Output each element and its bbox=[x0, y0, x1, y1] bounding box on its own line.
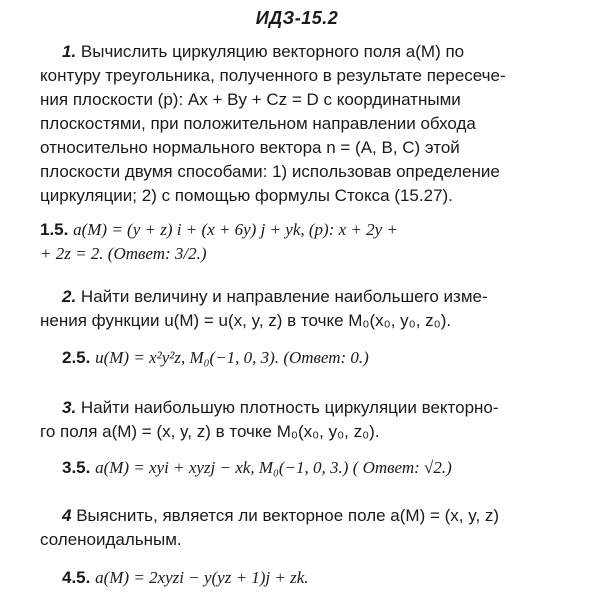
problem-4-line-1 bbox=[40, 504, 580, 528]
example-2-5-formula: u(M) = x²y²z, M₀(−1, 0, 3). (Ответ: 0.) bbox=[95, 348, 369, 367]
example-2-5-number: 2.5. bbox=[62, 348, 91, 367]
problem-1-number: 1. bbox=[62, 42, 77, 61]
example-1-5-line-1 bbox=[40, 218, 580, 242]
problem-1 bbox=[40, 40, 580, 208]
document-title: ИДЗ-15.2 bbox=[255, 8, 339, 28]
problem-1-line-5: относительно нормального вектора n = (A, B, C) этой bbox=[40, 138, 460, 157]
example-1-5 bbox=[40, 218, 580, 266]
problem-4 bbox=[40, 504, 580, 552]
example-1-5-number: 1.5. bbox=[40, 220, 69, 239]
example-4-5-number: 4.5. bbox=[62, 568, 91, 587]
problem-4-line-2: соленоидальным. bbox=[40, 530, 182, 549]
example-3-5-formula: a(M) = xyi + xyzj − xk, M₀(−1, 0, 3.) ( Ответ: √2.) bbox=[95, 458, 452, 477]
problem-2-number: 2. bbox=[62, 287, 77, 306]
problem-2-line-1 bbox=[40, 285, 580, 309]
problem-2-line-1-text: Найти величину и направление наибольшего изме- bbox=[80, 287, 488, 306]
problem-3 bbox=[40, 396, 580, 444]
problem-3-line-1 bbox=[40, 396, 580, 420]
example-4-5-formula: a(M) = 2xyzi − y(yz + 1)j + zk. bbox=[95, 568, 309, 587]
example-3-5-line bbox=[40, 456, 580, 480]
problem-1-line-4: плоскостями, при положительном направлении обхода bbox=[40, 114, 476, 133]
example-4-5-line bbox=[40, 566, 580, 590]
example-1-5-formula: a(M) = (y + z) i + (x + 6y) j + yk, (p): x + 2y + bbox=[73, 220, 398, 239]
example-2-5 bbox=[40, 346, 580, 370]
problem-3-line-1-text: Найти наибольшую плотность циркуляции векторно- bbox=[80, 398, 499, 417]
problem-4-number: 4 bbox=[62, 506, 72, 525]
problem-4-line-1-text: Выяснить, является ли векторное поле a(M) = (x, y, z) bbox=[76, 506, 500, 525]
problem-2-line-2: нения функции u(M) = u(x, y, z) в точке M₀(x₀, y₀, z₀). bbox=[40, 311, 452, 330]
problem-1-line-6: плоскости двумя способами: 1) использовав определение bbox=[40, 162, 500, 181]
problem-1-line-3: ния плоскости (p): Ax + By + Cz = D с координатными bbox=[40, 90, 461, 109]
problem-1-line-2: контуру треугольника, полученного в результате пересече- bbox=[40, 66, 506, 85]
problem-1-line-1 bbox=[40, 40, 580, 64]
problem-3-line-2: го поля a(M) = (x, y, z) в точке M₀(x₀, y₀, z₀). bbox=[40, 422, 380, 441]
example-3-5-number: 3.5. bbox=[62, 458, 91, 477]
example-4-5 bbox=[40, 566, 580, 590]
problem-2 bbox=[40, 285, 580, 333]
example-1-5-line-2: + 2z = 2. (Ответ: 3/2.) bbox=[40, 244, 207, 263]
example-3-5 bbox=[40, 456, 580, 480]
example-2-5-line bbox=[40, 346, 580, 370]
problem-1-line-7: циркуляции; 2) с помощью формулы Стокса (15.27). bbox=[40, 186, 453, 205]
problem-3-number: 3. bbox=[62, 398, 77, 417]
problem-1-line-1-text: Вычислить циркуляцию векторного поля a(M) по bbox=[80, 42, 465, 61]
